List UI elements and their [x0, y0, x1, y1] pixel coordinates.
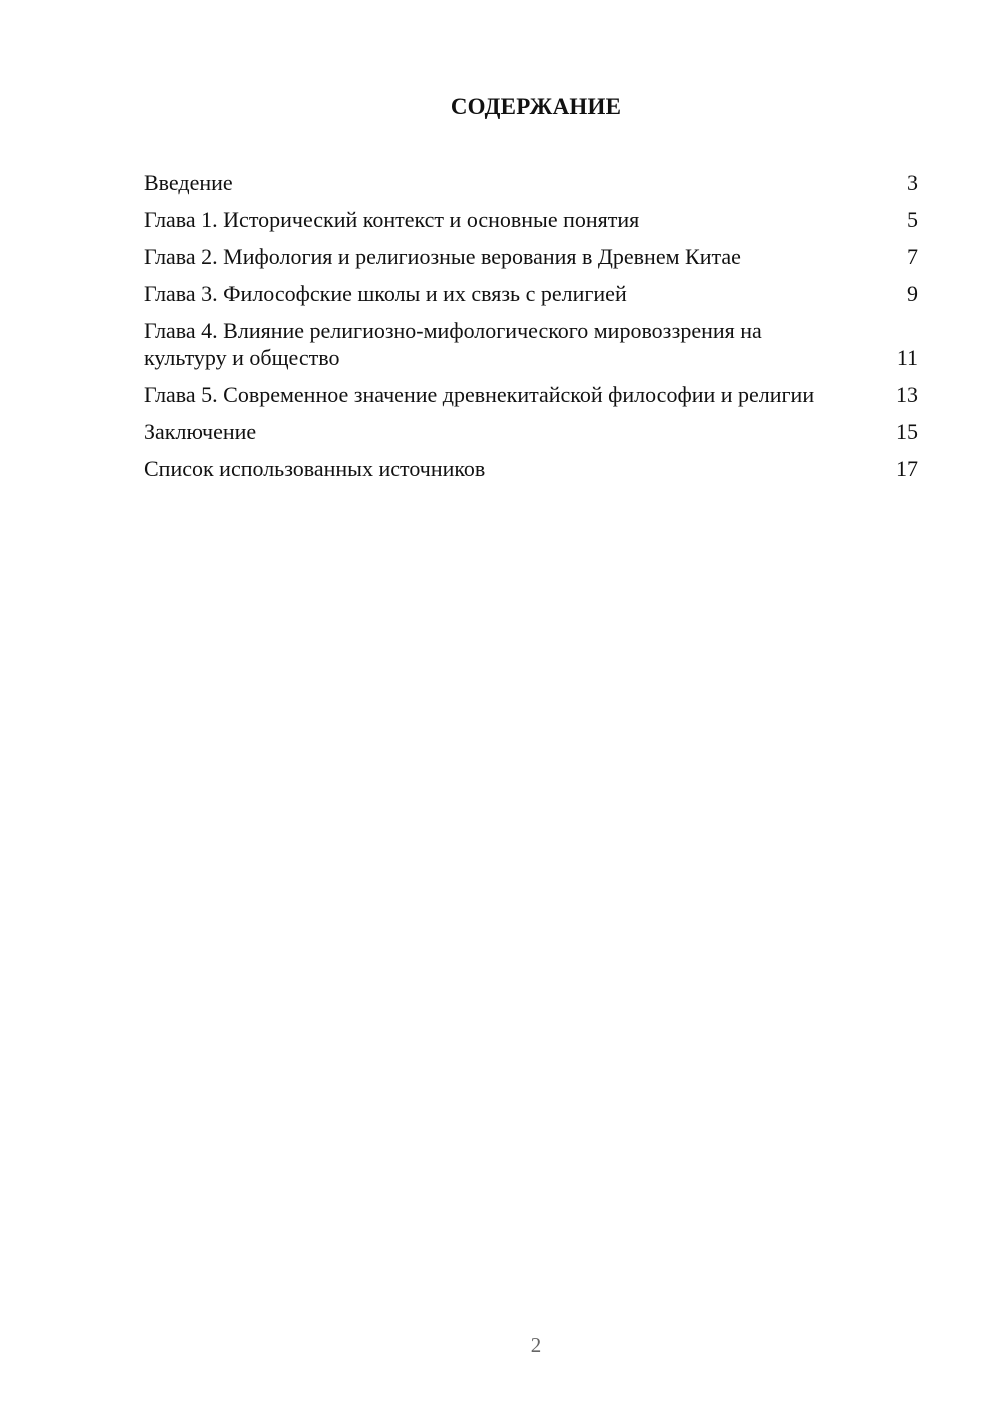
page-number: 2	[530, 1333, 542, 1357]
table-of-contents	[144, 169, 918, 492]
toc-entry-chapter-2	[144, 243, 918, 270]
toc-entry-introduction	[144, 169, 918, 196]
toc-entry-references	[144, 455, 918, 482]
toc-entry-text: Глава 5. Современное значение древнекитайской философии и религии	[144, 382, 815, 407]
toc-entry-text: Заключение	[144, 419, 257, 444]
toc-entry-chapter-4	[144, 317, 918, 371]
toc-entry-page: 11	[896, 345, 918, 370]
toc-entry-page: 17	[896, 456, 918, 481]
toc-entry-page: 5	[907, 207, 918, 232]
toc-entry-page: 9	[907, 281, 918, 306]
toc-entry-text: Глава 3. Философские школы и их связь с религией	[144, 281, 627, 306]
toc-entry-page: 15	[896, 419, 918, 444]
toc-entry-chapter-3	[144, 280, 918, 307]
toc-entry-text: Глава 4. Влияние религиозно-мифологического мировоззрения на культуру и общество	[144, 318, 762, 370]
toc-entry-text: Глава 1. Исторический контекст и основные понятия	[144, 207, 640, 232]
toc-entry-conclusion	[144, 418, 918, 445]
toc-title: СОДЕРЖАНИЕ	[450, 94, 622, 119]
toc-entry-chapter-5	[144, 381, 918, 408]
toc-entry-text: Введение	[144, 170, 233, 195]
toc-entry-page: 13	[896, 382, 918, 407]
toc-entry-chapter-1	[144, 206, 918, 233]
toc-entry-text: Список использованных источников	[144, 456, 486, 481]
toc-entry-text: Глава 2. Мифология и религиозные верования в Древнем Китае	[144, 244, 741, 269]
toc-entry-page: 7	[907, 244, 918, 269]
toc-entry-page: 3	[907, 170, 918, 195]
